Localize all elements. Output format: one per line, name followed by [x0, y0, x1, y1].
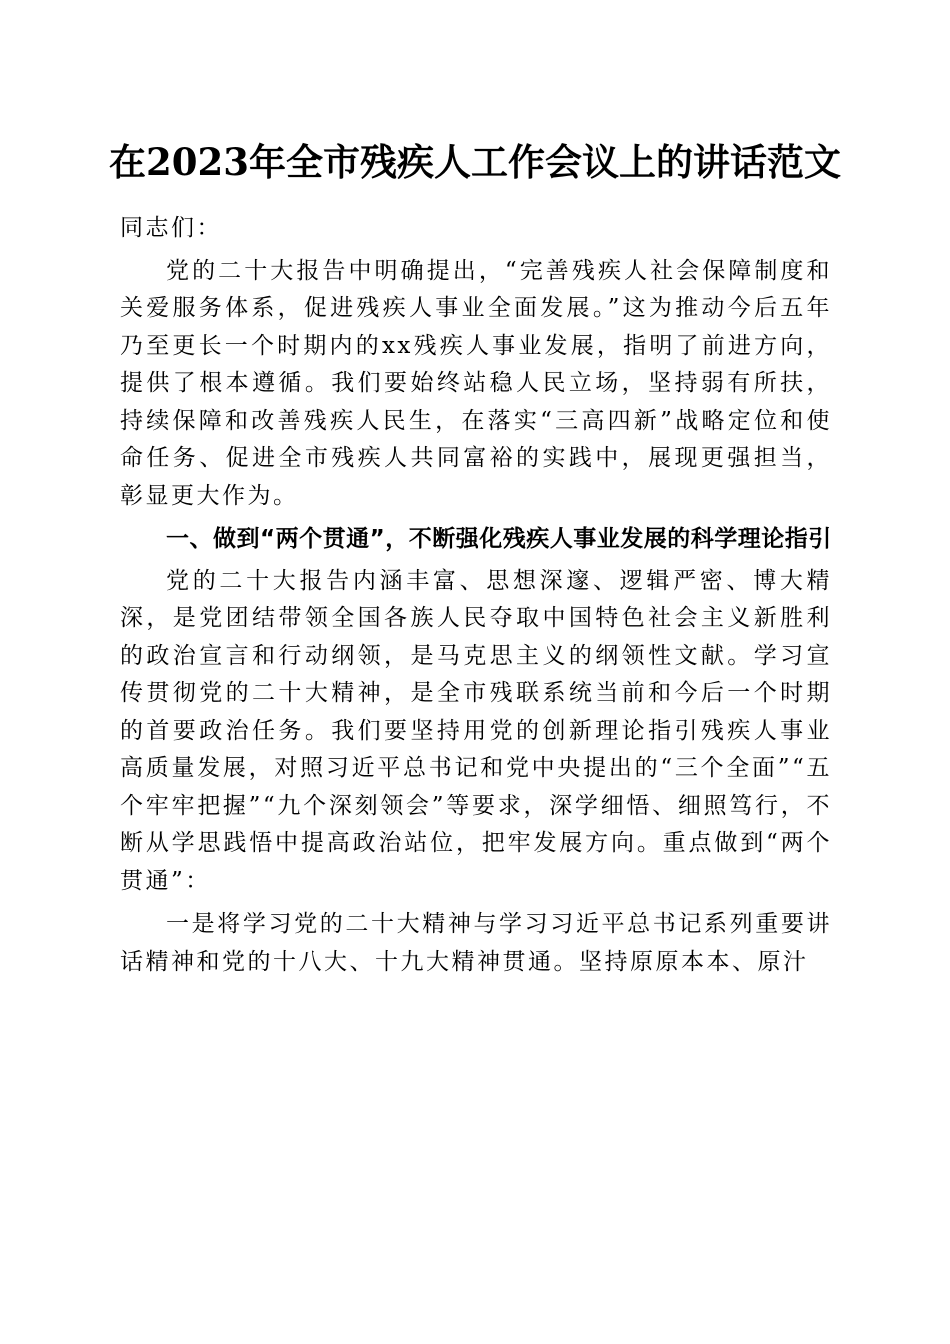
- paragraph-intro: 党的二十大报告中明确提出，“完善残疾人社会保障制度和关爱服务体系，促进残疾人事业全面发展。”这为推动今后五年乃至更长一个时期内的xx残疾人事业发展，指明了前进方向，提供了根本遵循。我们要始终站稳人民立场，坚持弱有所扶，持续保障和改善残疾人民生，在落实“三高四新”战略定位和使命任务、促进全市残疾人共同富裕的实践中，展现更强担当，彰显更大作为。: [120, 257, 832, 509]
- paragraph-point-1: 一是将学习党的二十大精神与学习习近平总书记系列重要讲话精神和党的十八大、十九大精神贯通。坚持原原本本、原汁: [120, 911, 832, 975]
- greeting: 同志们：: [120, 215, 222, 241]
- section-heading-1: 一、做到“两个贯通”，不断强化残疾人事业发展的科学理论指引: [166, 526, 832, 552]
- document-title: 在2023年全市残疾人工作会议上的讲话范文: [109, 140, 841, 184]
- paragraph-section-1: 党的二十大报告内涵丰富、思想深邃、逻辑严密、博大精深，是党团结带领全国各族人民夺取中国特色社会主义新胜利的政治宣言和行动纲领，是马克思主义的纲领性文献。学习宣传贯彻党的二十大精神，是全市残联系统当前和今后一个时期的首要政治任务。我们要坚持用党的创新理论指引残疾人事业高质量发展，对照习近平总书记和党中央提出的“三个全面”“五个牢牢把握”“九个深刻领会”等要求，深学细悟、细照笃行，不断从学思践悟中提高政治站位，把牢发展方向。重点做到“两个贯通”：: [120, 567, 832, 894]
- document-body: [120, 210, 832, 981]
